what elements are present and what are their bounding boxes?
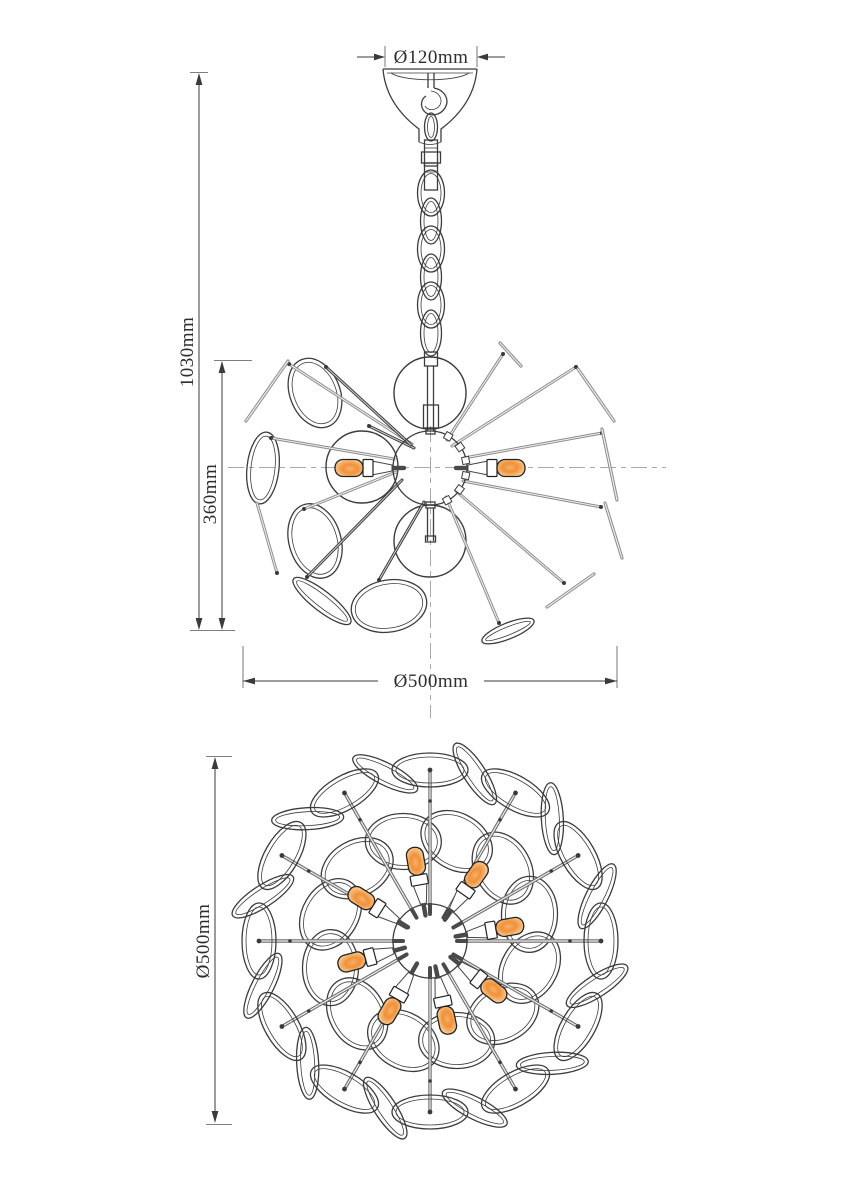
rod-joint [288,939,292,943]
rod-joint [549,869,553,873]
rod-joint [307,1009,311,1013]
side-glass-discs [243,350,537,649]
overall-height-label: 1030mm [177,316,198,388]
plan-hub [392,903,468,979]
bulb-socket [487,460,497,477]
rod-joint [513,1087,518,1092]
rod-joint [576,853,581,858]
rod-joint [576,1024,581,1029]
hub-socket-stub [428,903,432,916]
rod-joint [275,571,279,575]
bulb-holder [468,461,488,475]
rod-joint [307,869,311,873]
rod-joint [599,505,603,509]
rod-joint [302,507,306,511]
hub-socket-stub [396,952,409,962]
rod-joint [498,1060,502,1064]
rod-joint [377,578,381,582]
bulb-glass [495,916,526,938]
rod-joint [269,436,273,440]
rod-joint [428,768,433,773]
rod-joint [342,1087,347,1092]
rod-joint [342,791,347,796]
dimension-canopy-diameter [357,46,505,68]
bulb-glass [336,950,367,974]
glass-disc-rim-tilted [539,782,565,855]
hub-socket-stub [393,946,407,953]
rod-joint [280,853,285,858]
side-view [177,46,666,718]
lamp-bulb-left [335,460,406,477]
canopy-stem [422,140,441,190]
rod-joint [501,352,505,356]
ceiling-hook [422,73,447,141]
rod-joint [367,424,371,428]
rod-joint [562,581,566,585]
hub-socket-stub [428,966,432,979]
glass-disc [280,497,351,584]
rod-joint [428,1079,432,1083]
plan-spokes [257,768,604,1115]
rod-joint [324,365,328,369]
suspension-chain [418,170,445,356]
dimension-plan-diameter [193,757,232,1125]
glass-disc-rim-tilted [271,806,344,832]
rod-joint [428,799,432,803]
rod-joint [358,818,362,822]
bulb-glass [405,846,427,877]
glass-disc [479,613,537,649]
bulb-glass [497,460,525,477]
rod-joint [257,939,262,944]
rod-joint [358,1060,362,1064]
glass-disc-rim-tilted [516,1050,589,1076]
plan-diameter-label: Ø500mm [193,903,214,979]
hub-socket-stub [409,907,419,920]
bulb-glass [436,1005,458,1036]
rod-joint [599,939,604,944]
rod-joint [497,621,501,625]
bulb-holder [372,461,392,475]
body-diameter-label: Ø500mm [393,671,469,692]
rod-joint [549,1009,553,1013]
bulb-socket [363,460,373,477]
rod-joint [498,818,502,822]
hub-rod-socket [462,456,470,464]
lower-stem [424,352,439,434]
hub-socket-stub [441,962,451,975]
glass-disc-inner [287,867,374,961]
hub-socket-stub [451,920,464,930]
hub-socket-stub [433,965,440,979]
hub-socket-stub [392,939,405,943]
ceiling-canopy [383,69,477,145]
bulb-glass [335,460,363,477]
hub-rod-socket [462,471,470,479]
hub-socket-stub [455,939,468,943]
canopy-diameter-label: Ø120mm [393,47,469,68]
glass-disc-front [394,357,466,429]
dimension-body-height [200,361,252,631]
rod-joint [568,939,572,943]
glass-disc-inner [356,997,450,1084]
body-height-label: 360mm [200,463,221,525]
glass-disc-rim-tilted [295,1027,321,1100]
dimension-overall-height [177,73,235,631]
glass-disc [287,571,356,631]
lamp-bulb [336,939,409,974]
hub-rod-socket [442,495,451,504]
hub-socket-stub [409,962,419,975]
rod-joint [305,575,309,579]
plan-view [193,738,633,1145]
rod-joint [280,1024,285,1029]
rod-joint [428,1110,433,1115]
rod-joint [513,791,518,796]
